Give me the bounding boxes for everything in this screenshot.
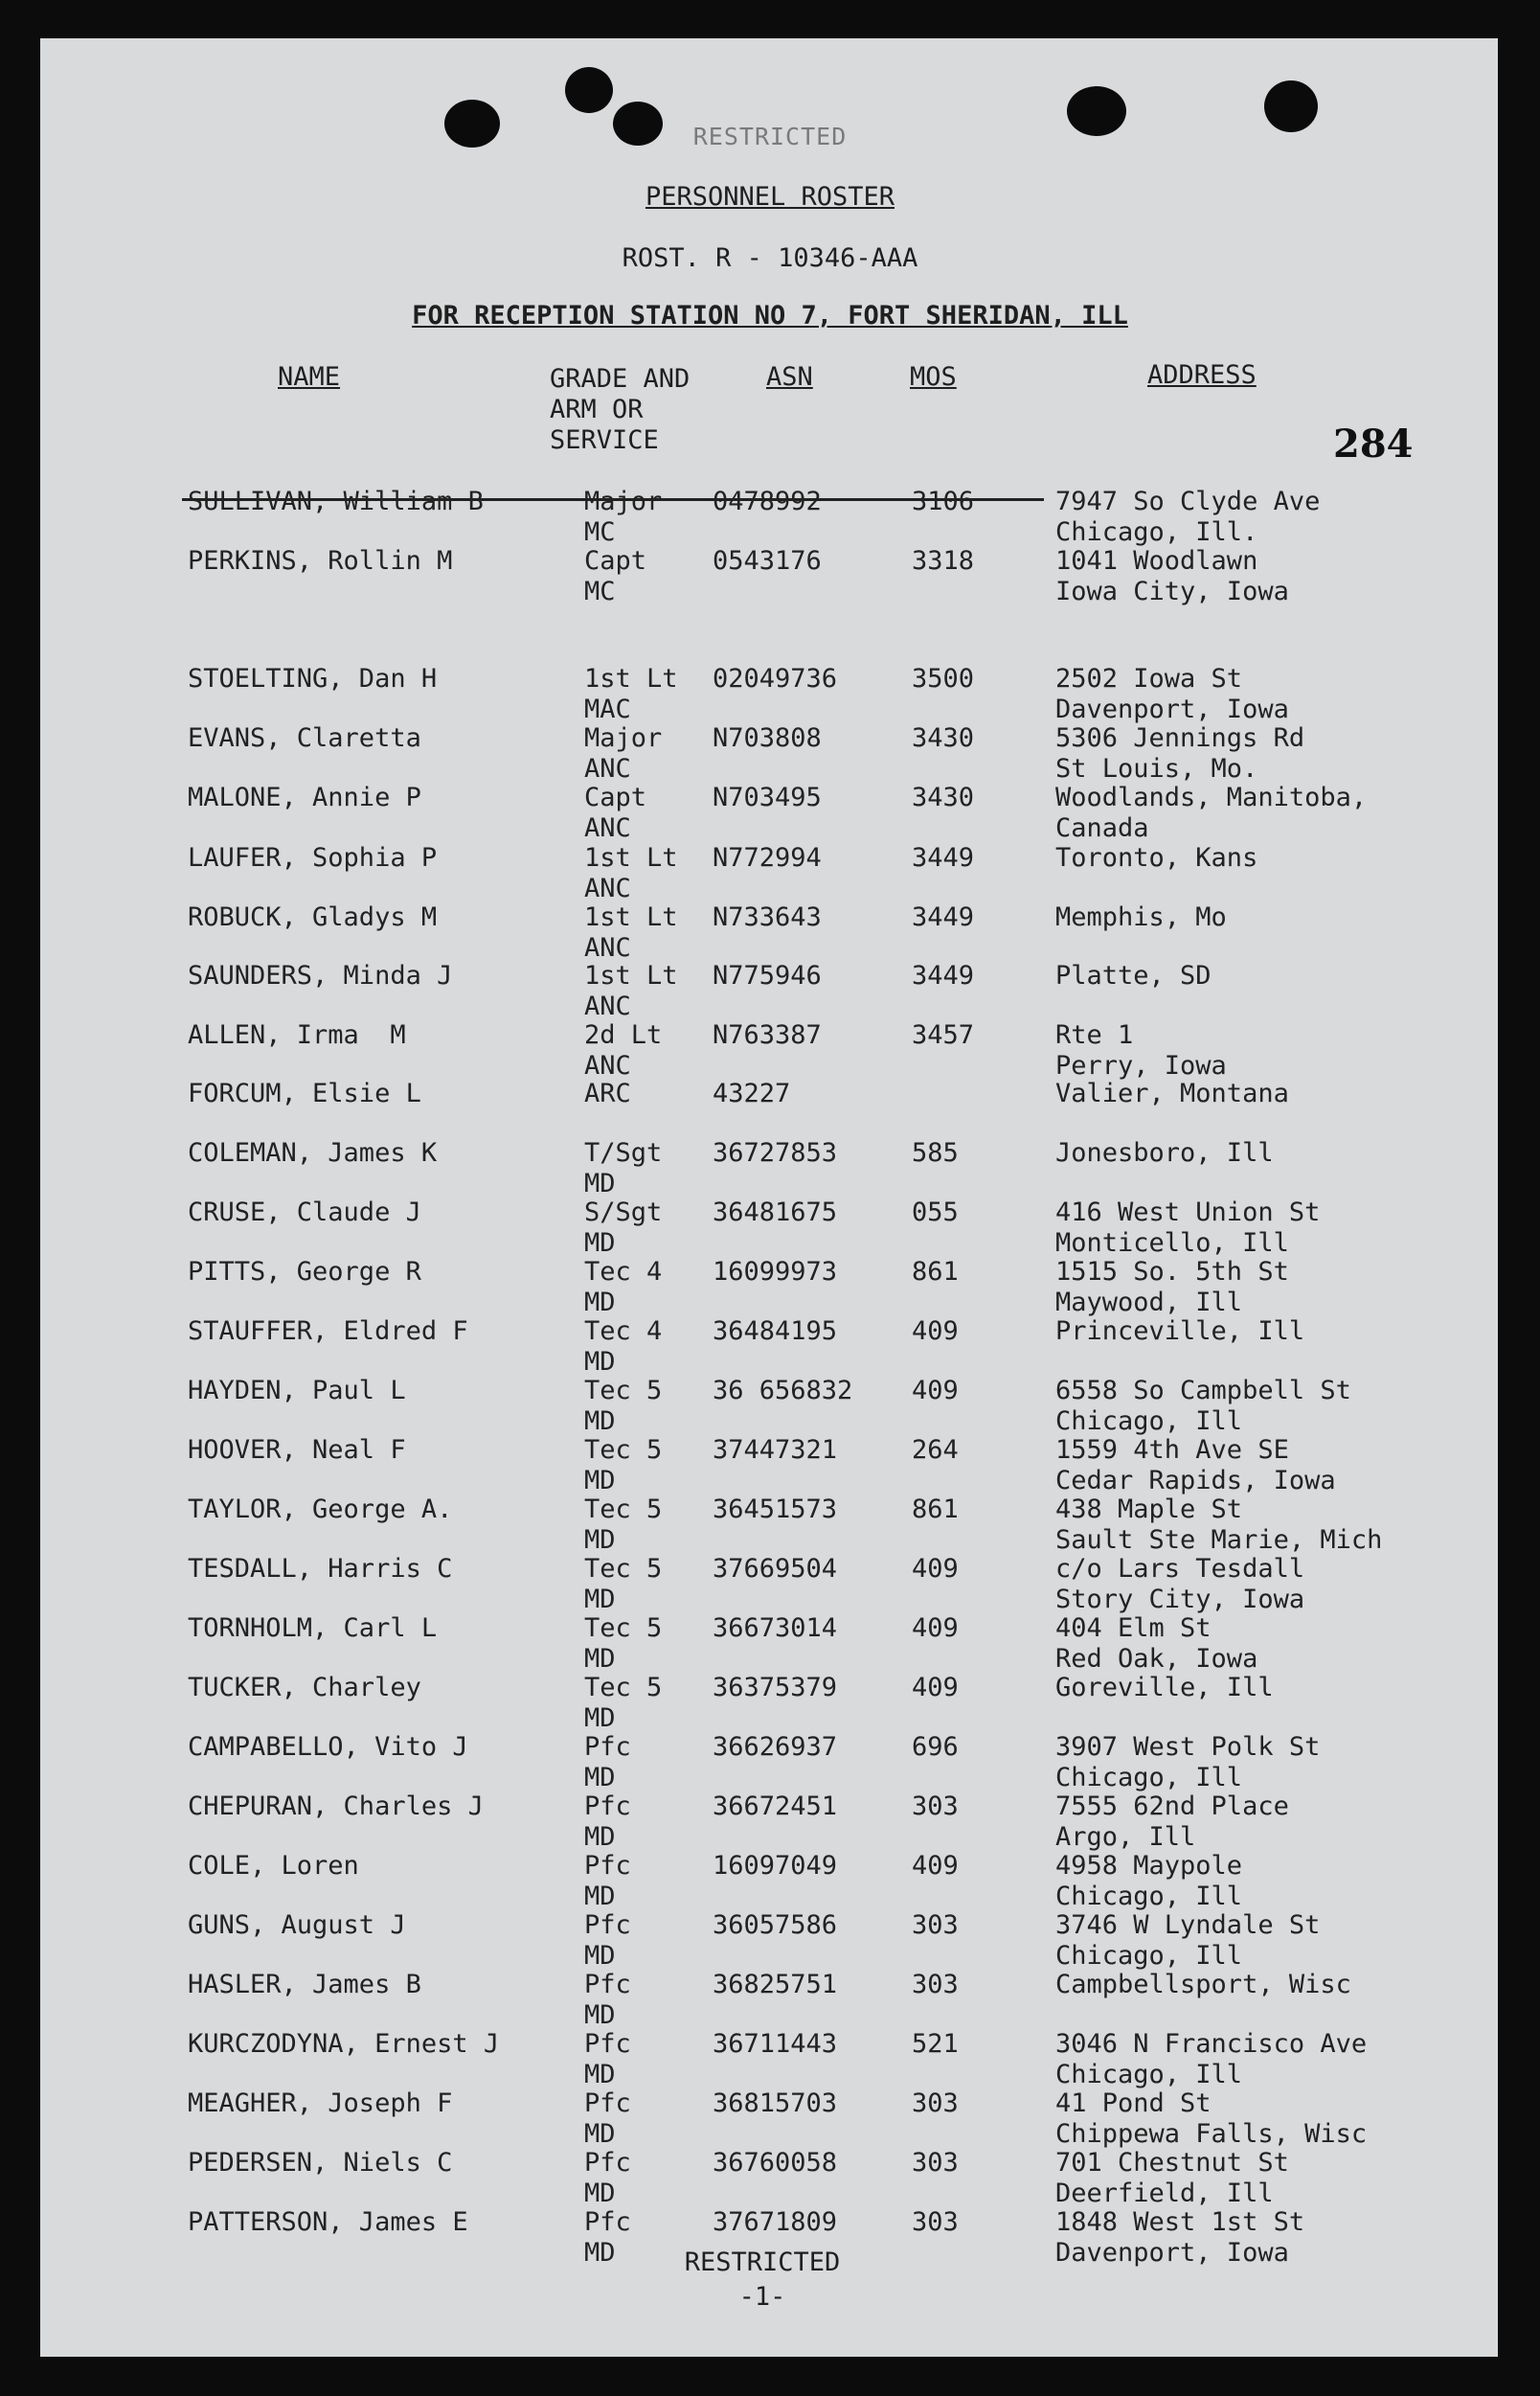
- cell-asn: 36673014: [713, 1613, 838, 1643]
- cell-asn: 36057586: [713, 1910, 838, 1940]
- restricted-stamp: RESTRICTED: [692, 123, 848, 150]
- cell-grade: S/Sgt MD: [584, 1198, 663, 1258]
- cell-address: Valier, Montana: [1055, 1079, 1289, 1108]
- roster-number: ROST. R - 10346-AAA: [622, 243, 918, 273]
- cell-address: 5306 Jennings Rd St Louis, Mo.: [1055, 723, 1305, 784]
- cell-mos: 585: [912, 1138, 959, 1168]
- cell-address: 1848 West 1st St Davenport, Iowa: [1055, 2207, 1305, 2268]
- cell-asn: 0543176: [713, 546, 822, 576]
- cell-address: 404 Elm St Red Oak, Iowa: [1055, 1613, 1258, 1674]
- cell-asn: N733643: [713, 902, 822, 932]
- cell-name: CHEPURAN, Charles J: [188, 1791, 484, 1821]
- cell-grade: Major ANC: [584, 723, 663, 784]
- cell-name: KURCZODYNA, Ernest J: [188, 2029, 500, 2059]
- cell-name: COLE, Loren: [188, 1851, 359, 1881]
- cell-asn: 36672451: [713, 1791, 838, 1821]
- cell-asn: N775946: [713, 961, 822, 991]
- station-heading: FOR RECEPTION STATION NO 7, FORT SHERIDAN, ILL: [412, 301, 1128, 331]
- cell-grade: Major MC: [584, 487, 663, 547]
- cell-name: HAYDEN, Paul L: [188, 1376, 406, 1405]
- cell-grade: Pfc MD: [584, 1851, 631, 1911]
- cell-address: Goreville, Ill: [1055, 1673, 1274, 1702]
- cell-asn: 43227: [713, 1079, 791, 1108]
- column-header-mos: MOS: [910, 362, 957, 392]
- cell-mos: 3457: [912, 1020, 975, 1050]
- cell-grade: Tec 4 MD: [584, 1257, 663, 1317]
- cell-mos: 861: [912, 1495, 959, 1524]
- document-title: PERSONNEL ROSTER: [645, 182, 895, 212]
- cell-address: 1041 Woodlawn Iowa City, Iowa: [1055, 546, 1289, 606]
- cell-asn: 36451573: [713, 1495, 838, 1524]
- cell-mos: 3430: [912, 723, 975, 753]
- cell-address: Platte, SD: [1055, 961, 1212, 991]
- cell-grade: 2d Lt ANC: [584, 1020, 663, 1081]
- cell-grade: T/Sgt MD: [584, 1138, 663, 1198]
- cell-name: SULLIVAN, William B: [188, 487, 484, 516]
- cell-grade: 1st Lt ANC: [584, 902, 678, 963]
- cell-grade: Pfc MD: [584, 1910, 631, 1971]
- cell-grade: Tec 5 MD: [584, 1554, 663, 1614]
- cell-asn: 36375379: [713, 1673, 838, 1702]
- cell-name: TESDALL, Harris C: [188, 1554, 453, 1584]
- cell-asn: N703495: [713, 783, 822, 812]
- cell-address: Jonesboro, Ill: [1055, 1138, 1274, 1168]
- cell-grade: Pfc MD: [584, 1970, 631, 2030]
- cell-mos: 409: [912, 1316, 959, 1346]
- cell-address: 4958 Maypole Chicago, Ill: [1055, 1851, 1243, 1911]
- cell-grade: ARC: [584, 1079, 631, 1108]
- cell-mos: 521: [912, 2029, 959, 2059]
- cell-address: Campbellsport, Wisc: [1055, 1970, 1351, 1999]
- cell-name: CAMPABELLO, Vito J: [188, 1732, 468, 1762]
- punch-hole: [565, 67, 613, 113]
- cell-grade: Tec 5 MD: [584, 1613, 663, 1674]
- cell-address: 7947 So Clyde Ave Chicago, Ill.: [1055, 487, 1321, 547]
- cell-address: Memphis, Mo: [1055, 902, 1227, 932]
- cell-mos: 861: [912, 1257, 959, 1287]
- cell-grade: Pfc MD: [584, 2029, 631, 2089]
- cell-asn: 36626937: [713, 1732, 838, 1762]
- page-number: 284: [1333, 422, 1414, 467]
- cell-asn: 02049736: [713, 664, 838, 694]
- cell-asn: 36815703: [713, 2088, 838, 2118]
- cell-name: PATTERSON, James E: [188, 2207, 468, 2237]
- cell-grade: Tec 5 MD: [584, 1376, 663, 1436]
- cell-address: 3907 West Polk St Chicago, Ill: [1055, 1732, 1321, 1792]
- cell-asn: N772994: [713, 843, 822, 873]
- cell-asn: 36484195: [713, 1316, 838, 1346]
- cell-name: COLEMAN, James K: [188, 1138, 438, 1168]
- cell-mos: 303: [912, 2088, 959, 2118]
- cell-asn: 37671809: [713, 2207, 838, 2237]
- cell-asn: 36825751: [713, 1970, 838, 1999]
- cell-name: TUCKER, Charley: [188, 1673, 421, 1702]
- cell-mos: 409: [912, 1376, 959, 1405]
- cell-address: 3746 W Lyndale St Chicago, Ill: [1055, 1910, 1321, 1971]
- cell-name: MEAGHER, Joseph F: [188, 2088, 453, 2118]
- cell-asn: N763387: [713, 1020, 822, 1050]
- cell-name: TORNHOLM, Carl L: [188, 1613, 438, 1643]
- cell-asn: N703808: [713, 723, 822, 753]
- cell-address: 1559 4th Ave SE Cedar Rapids, Iowa: [1055, 1435, 1336, 1495]
- cell-address: 701 Chestnut St Deerfield, Ill: [1055, 2148, 1289, 2208]
- cell-grade: 1st Lt ANC: [584, 961, 678, 1021]
- cell-name: STAUFFER, Eldred F: [188, 1316, 468, 1346]
- cell-name: LAUFER, Sophia P: [188, 843, 438, 873]
- cell-grade: Pfc MD: [584, 2088, 631, 2149]
- cell-mos: 3106: [912, 487, 975, 516]
- cell-address: 41 Pond St Chippewa Falls, Wisc: [1055, 2088, 1368, 2149]
- cell-asn: 36711443: [713, 2029, 838, 2059]
- cell-grade: Tec 4 MD: [584, 1316, 663, 1377]
- cell-mos: 409: [912, 1673, 959, 1702]
- cell-name: STOELTING, Dan H: [188, 664, 438, 694]
- cell-name: ROBUCK, Gladys M: [188, 902, 438, 932]
- cell-name: EVANS, Claretta: [188, 723, 421, 753]
- cell-mos: 303: [912, 1791, 959, 1821]
- cell-address: Toronto, Kans: [1055, 843, 1258, 873]
- cell-mos: 303: [912, 1910, 959, 1940]
- cell-mos: 409: [912, 1554, 959, 1584]
- column-header-grade: GRADE AND ARM OR SERVICE: [550, 364, 691, 455]
- cell-mos: 303: [912, 1970, 959, 1999]
- cell-asn: 0478992: [713, 487, 822, 516]
- cell-grade: Pfc MD: [584, 1791, 631, 1852]
- cell-name: SAUNDERS, Minda J: [188, 961, 453, 991]
- cell-mos: 3449: [912, 843, 975, 873]
- cell-mos: 409: [912, 1851, 959, 1881]
- cell-name: PITTS, George R: [188, 1257, 421, 1287]
- cell-grade: 1st Lt MAC: [584, 664, 678, 724]
- cell-asn: 16099973: [713, 1257, 838, 1287]
- cell-asn: 36481675: [713, 1198, 838, 1227]
- cell-name: MALONE, Annie P: [188, 783, 421, 812]
- footer-page: -1-: [738, 2282, 786, 2312]
- cell-address: Princeville, Ill: [1055, 1316, 1305, 1346]
- cell-address: 416 West Union St Monticello, Ill: [1055, 1198, 1321, 1258]
- cell-grade: Tec 5 MD: [584, 1673, 663, 1733]
- cell-grade: Capt ANC: [584, 783, 647, 843]
- column-header-asn: ASN: [766, 362, 813, 392]
- cell-mos: 303: [912, 2207, 959, 2237]
- cell-name: FORCUM, Elsie L: [188, 1079, 421, 1108]
- cell-address: 3046 N Francisco Ave Chicago, Ill: [1055, 2029, 1368, 2089]
- cell-grade: Tec 5 MD: [584, 1495, 663, 1555]
- cell-grade: 1st Lt ANC: [584, 843, 678, 903]
- cell-address: c/o Lars Tesdall Story City, Iowa: [1055, 1554, 1305, 1614]
- cell-address: 6558 So Campbell St Chicago, Ill: [1055, 1376, 1351, 1436]
- cell-address: Rte 1 Perry, Iowa: [1055, 1020, 1227, 1081]
- cell-grade: Pfc MD: [584, 1732, 631, 1792]
- cell-name: TAYLOR, George A.: [188, 1495, 453, 1524]
- cell-mos: 409: [912, 1613, 959, 1643]
- cell-mos: 3318: [912, 546, 975, 576]
- cell-name: CRUSE, Claude J: [188, 1198, 421, 1227]
- cell-asn: 36727853: [713, 1138, 838, 1168]
- footer-restricted: RESTRICTED: [684, 2248, 841, 2277]
- cell-asn: 37669504: [713, 1554, 838, 1584]
- cell-address: Woodlands, Manitoba, Canada: [1055, 783, 1368, 843]
- cell-name: PEDERSEN, Niels C: [188, 2148, 453, 2178]
- cell-mos: 3430: [912, 783, 975, 812]
- cell-name: HASLER, James B: [188, 1970, 421, 1999]
- cell-asn: 37447321: [713, 1435, 838, 1465]
- cell-mos: 055: [912, 1198, 959, 1227]
- cell-mos: 264: [912, 1435, 959, 1465]
- cell-asn: 36 656832: [713, 1376, 853, 1405]
- cell-name: PERKINS, Rollin M: [188, 546, 453, 576]
- cell-asn: 36760058: [713, 2148, 838, 2178]
- cell-name: ALLEN, Irma M: [188, 1020, 406, 1050]
- cell-mos: 696: [912, 1732, 959, 1762]
- cell-grade: Capt MC: [584, 546, 647, 606]
- cell-address: 1515 So. 5th St Maywood, Ill: [1055, 1257, 1289, 1317]
- cell-name: HOOVER, Neal F: [188, 1435, 406, 1465]
- column-header-name: NAME: [278, 362, 341, 392]
- cell-address: 438 Maple St Sault Ste Marie, Mich: [1055, 1495, 1383, 1555]
- cell-address: 2502 Iowa St Davenport, Iowa: [1055, 664, 1289, 724]
- cell-grade: Pfc MD: [584, 2148, 631, 2208]
- cell-address: 7555 62nd Place Argo, Ill: [1055, 1791, 1289, 1852]
- cell-mos: 3449: [912, 961, 975, 991]
- cell-grade: Tec 5 MD: [584, 1435, 663, 1495]
- column-header-address: ADDRESS: [1147, 360, 1257, 390]
- cell-mos: 303: [912, 2148, 959, 2178]
- cell-name: GUNS, August J: [188, 1910, 406, 1940]
- cell-mos: 3449: [912, 902, 975, 932]
- cell-mos: 3500: [912, 664, 975, 694]
- cell-grade: Pfc MD: [584, 2207, 631, 2268]
- cell-asn: 16097049: [713, 1851, 838, 1881]
